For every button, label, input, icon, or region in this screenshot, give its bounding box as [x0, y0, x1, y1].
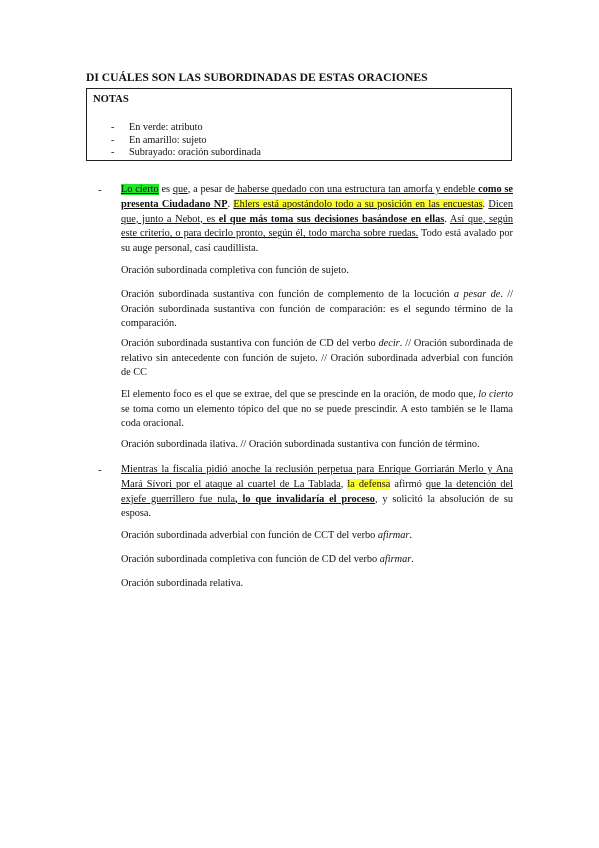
answer-1-3: Oración subordinada sustantiva con función de CD del verbo decir. // Oración subordinada de relativo sin antecedente con función de sujeto. // Oración subordinada adverbial con función de CC — [121, 338, 513, 379]
notes-item-underline: - Subrayado: oración subordinada — [111, 147, 261, 158]
answer-1-2: Oración subordinada sustantiva con función de complemento de la locución a pesar de. // Oración subordinada sustantiva con función de comparación: es el segundo término de la comparación. — [121, 289, 513, 330]
notes-item-green: - En verde: atributo — [111, 122, 203, 133]
page-title: DI CUÁLES SON LAS SUBORDINADAS DE ESTAS ORACIONES — [86, 71, 428, 84]
bullet-dash: - — [98, 184, 102, 196]
subject-highlight: la defensa — [347, 478, 391, 490]
answer-2-1: Oración subordinada adverbial con función de CCT del verbo afirmar. — [121, 530, 412, 541]
sentence-2: Mientras la fiscalía pidió anoche la reclusión perpetua para Enrique Gorriarán Merlo y Ana Mará Sívori por el ataque al cuartel de La Tablada, la defensa afirmó que la detención del exjefe guerrillero fue nula, lo que invalidaría el proceso, y solicitó la absolución de su esposa. — [121, 464, 513, 520]
subject-highlight: Ehlers está apostándolo todo a su posición en las encuestas — [233, 198, 483, 210]
attribute-highlight: Lo cierto — [121, 184, 159, 195]
bullet-dash: - — [98, 464, 102, 476]
notes-box — [86, 88, 512, 161]
answer-1-5: Oración subordinada ilativa. // Oración subordinada sustantiva con función de término. — [121, 439, 480, 450]
bullet-dash: - — [111, 147, 115, 158]
notes-heading: NOTAS — [93, 94, 129, 105]
bullet-dash: - — [111, 134, 115, 146]
answer-1-1: Oración subordinada completiva con función de sujeto. — [121, 265, 349, 276]
answer-2-3: Oración subordinada relativa. — [121, 578, 244, 589]
answer-2-2: Oración subordinada completiva con función de CD del verbo afirmar. — [121, 554, 414, 565]
answer-1-4: El elemento foco es el que se extrae, del que se prescinde en la oración, de modo que, lo cierto se toma como un elemento tópico del que no se puede prescindir. A esto también se le llama coda oracional. — [121, 389, 514, 430]
notes-list — [87, 122, 261, 160]
sentence-1: Lo cierto es que, a pesar de haberse quedado con una estructura tan amorfa y endeble como se presenta Ciudadano NP. Ehlers está apostándolo todo a su posición en las encuestas. Dicen que, junto a Nebot, es el que más toma sus decisiones basándose en ellas. Así que, según este criterio, o para decirlo pronto, según él, todo marcha sobre ruedas. Todo está avalado por su auge personal, casi caudillista. — [121, 184, 513, 255]
bullet-dash: - — [111, 122, 115, 133]
notes-item-yellow: - En amarillo: sujeto — [111, 134, 207, 146]
